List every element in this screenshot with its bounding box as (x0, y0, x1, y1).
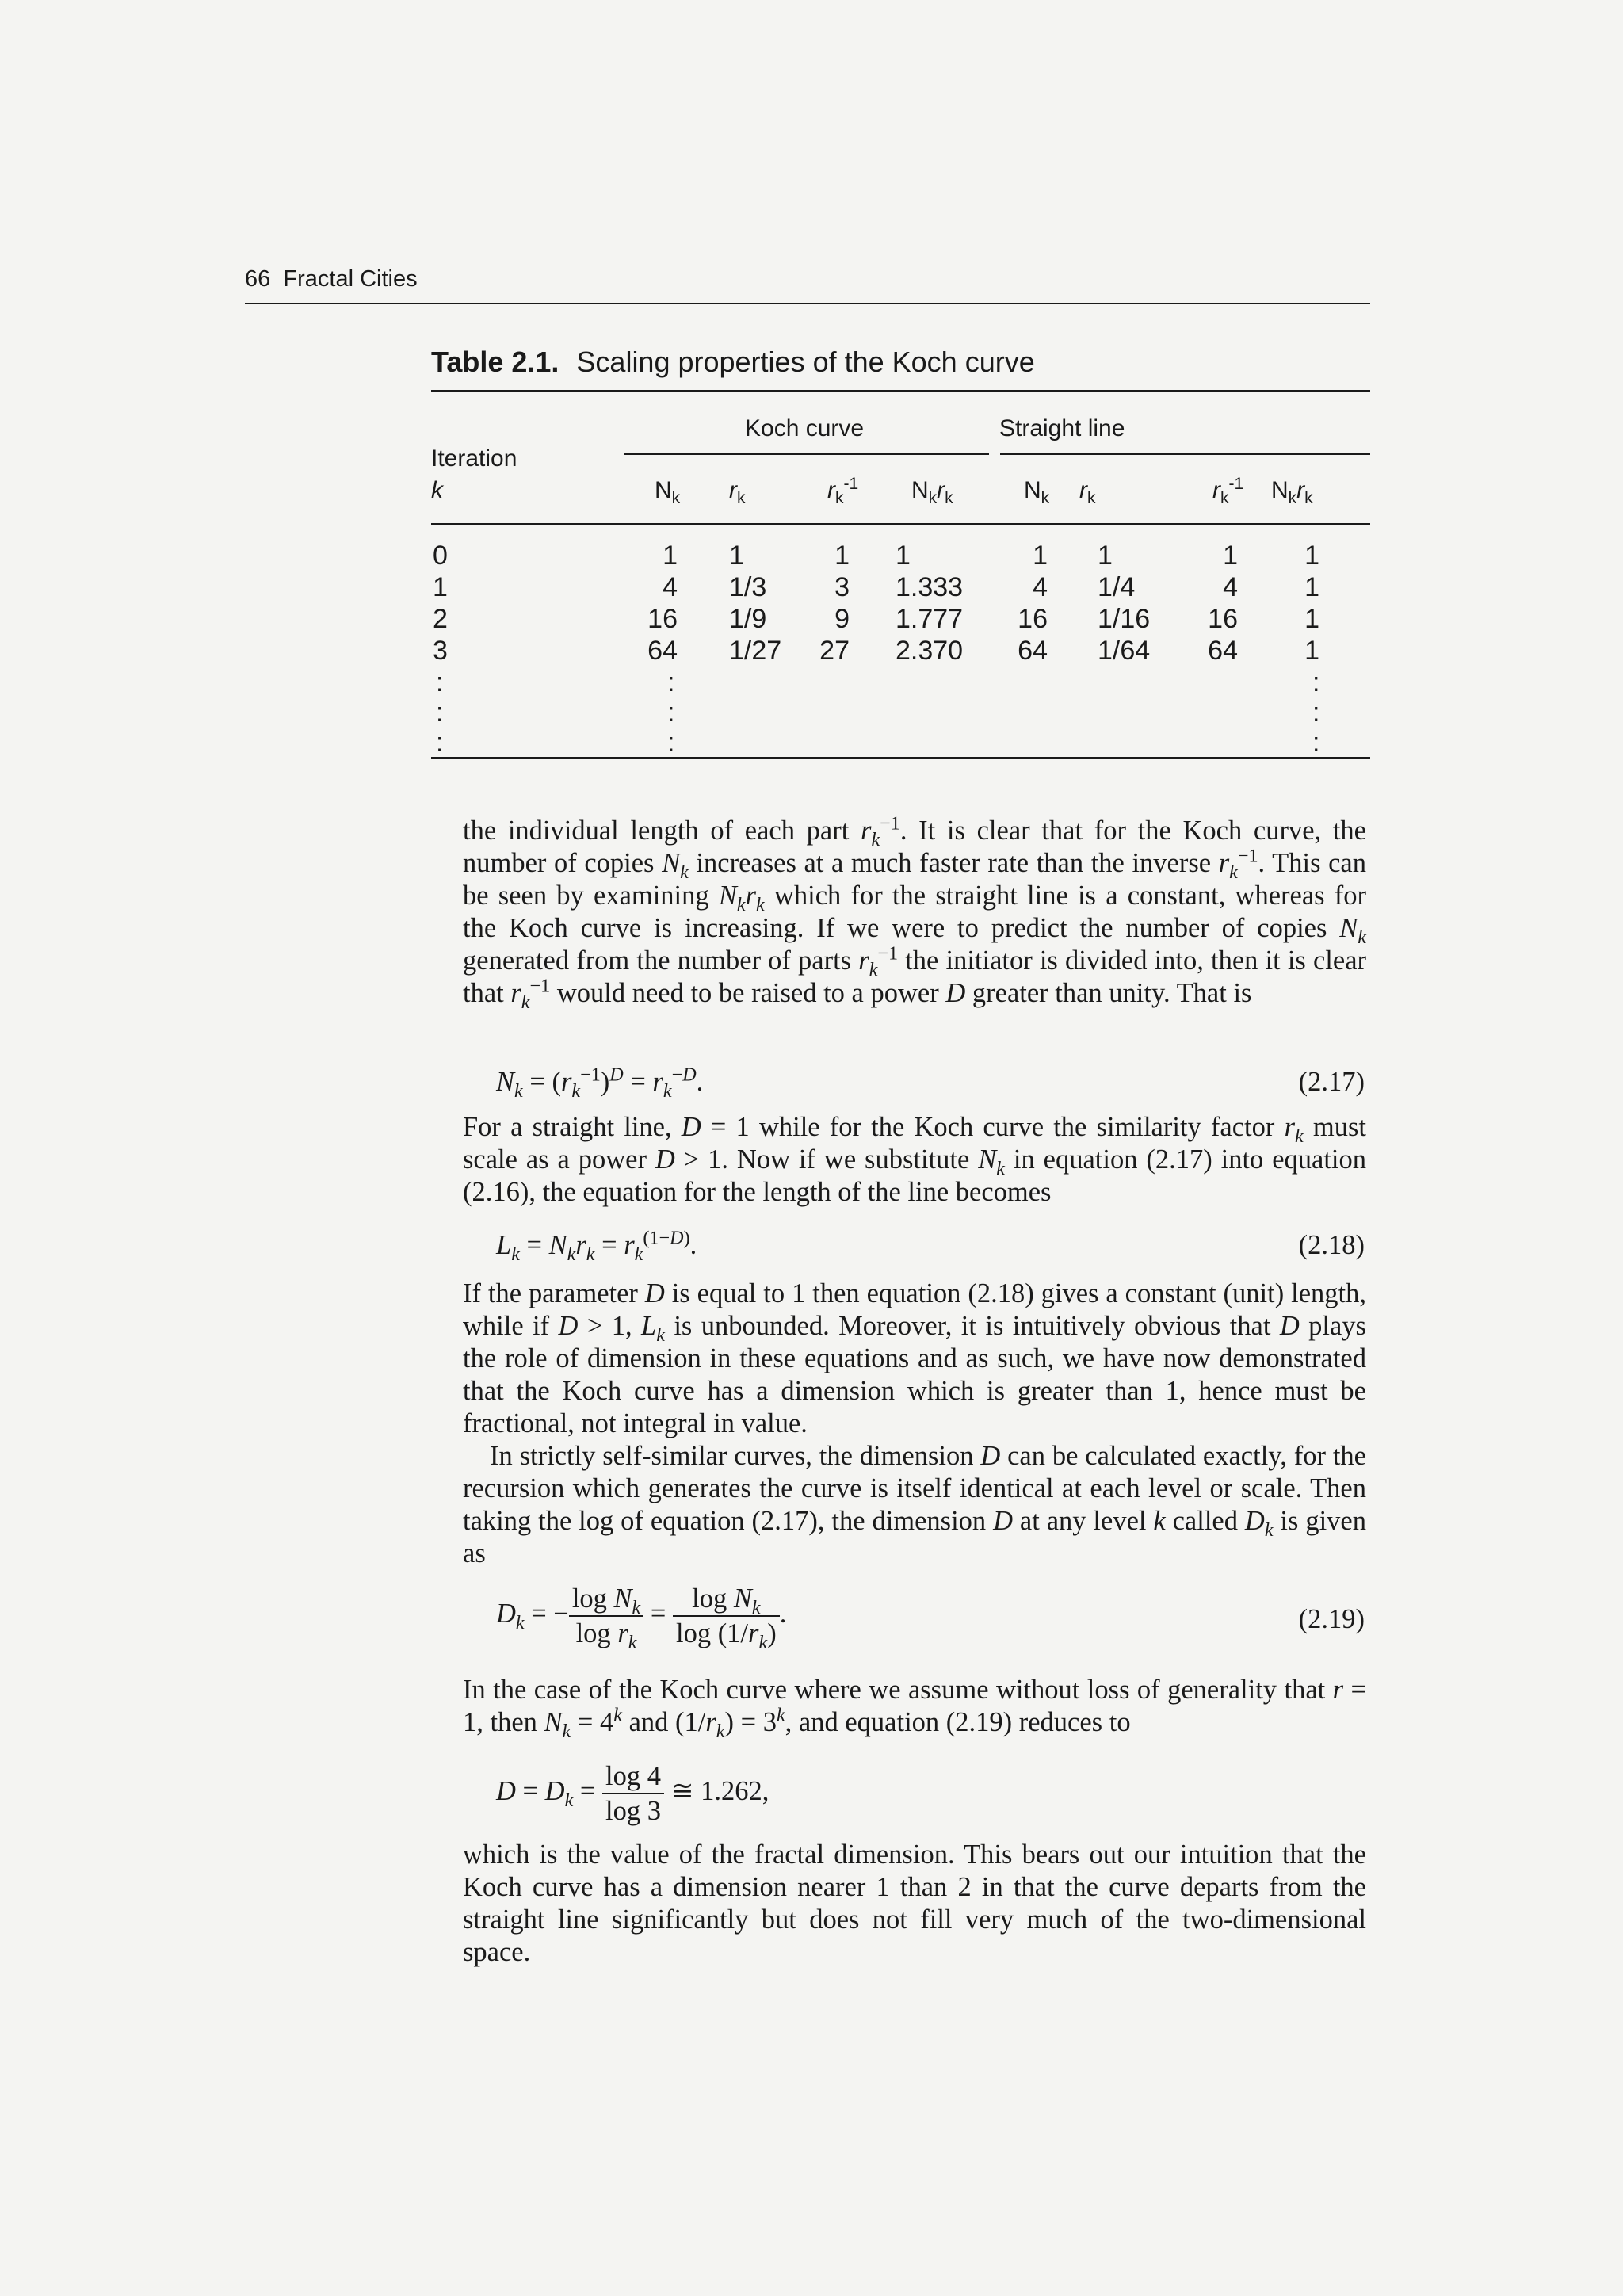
cell-koch-rk: 1/3 (729, 572, 767, 602)
cell-koch-rinv: 27 (819, 636, 850, 666)
ellipsis-mark: : (667, 697, 675, 728)
paragraph-1-text: the individual length of each part $r_k^{-1}$. It is clear that for the Koch curve, the number of copies $N_k$ increases at a much faster rate than the inverse $r_k^{-1}$. This can be seen by examining $N_kr_k$ which for the straight line is a constant, whereas for the Koch curve is increasing. If we were to predict the number of copies $N_k$ generated from the number of parts $r_k^{-1}$ the initiator is divided into, then it is clear that $r_k^{-1}$ would need to be raised to a power D greater than unity. That is (463, 812, 1367, 1013)
cell-line-rk: 1 (1098, 541, 1113, 571)
equation-number: (2.17) (1298, 1067, 1365, 1097)
paragraph-4-text: In strictly self-similar curves, the dimension D can be calculated exactly, for the recursion which generates the curve is itself identical at each level or scale. Then taking the log of equation (2.17), the dimension D at any level k called $D_k$ is given as (463, 1441, 1366, 1568)
equation-number: (2.18) (1298, 1230, 1365, 1260)
cell-k: 1 (433, 572, 448, 602)
cell-line-rinv: 16 (1208, 604, 1238, 634)
cell-koch-nkrk: 2.370 (896, 636, 964, 666)
cell-k: 2 (433, 604, 448, 634)
cell-koch-rinv: 1 (834, 541, 850, 571)
equation-2-18: $L_k = N_kr_k = r_k^{(1-D)}$. (496, 1227, 697, 1265)
paragraph (463, 1674, 1366, 1742)
running-head (245, 266, 418, 292)
paragraph (463, 1111, 1366, 1209)
table-caption-text: Scaling properties of the Koch curve (576, 346, 1035, 378)
col-header-rk: $r_k$ (729, 477, 746, 507)
running-title: Fractal Cities (283, 266, 418, 292)
table-label: Table 2.1. (431, 346, 559, 378)
iteration-header: Iteration (431, 445, 517, 472)
col-header-line-nkrk: $N_kr_k$ (1271, 477, 1313, 507)
cell-koch-nkrk: 1 (896, 541, 911, 571)
equation-dimension: $D = D_k$ = $\frac{\log 4}{\log 3}$ ≅ 1.262, (496, 1761, 769, 1826)
equation-2-17: $N_k = (r_k^{-1})^D = r_k^{-D}$. (496, 1064, 704, 1102)
cell-line-nkrk: 1 (1304, 604, 1319, 634)
cell-koch-nk: 16 (647, 604, 678, 634)
ellipsis-mark: : (1312, 667, 1320, 697)
header-rule (245, 303, 1370, 304)
paragraph-5-text: In the case of the Koch curve where we assume without loss of generality that r = 1, then $N_k = 4^k$ and $(1/r_k) = 3^k$, and equation (2.19) reduces to (463, 1675, 1366, 1742)
straight-group-header: Straight line (999, 415, 1125, 441)
koch-group-rule (624, 453, 989, 455)
cell-koch-nkrk: 1.777 (896, 604, 964, 634)
cell-koch-rinv: 3 (834, 572, 850, 602)
cell-k: 3 (433, 636, 448, 666)
cell-line-rinv: 4 (1223, 572, 1238, 602)
col-header-line-nk: $N_k$ (1024, 477, 1050, 507)
paragraph-6-text: which is the value of the fractal dimension. This bears out our intuition that the Koch curve has a dimension nearer 1 than 2 in that the curve departs from the straight line significantly but does not fill very much of the two-dimensional space. (463, 1839, 1366, 1967)
ellipsis-mark: : (1312, 697, 1320, 728)
cell-line-nk: 1 (1033, 541, 1048, 571)
col-header-nk: $N_k$ (655, 477, 681, 507)
ellipsis-mark: : (667, 728, 675, 758)
paragraph (463, 1278, 1366, 1440)
cell-line-nkrk: 1 (1304, 572, 1319, 602)
cell-koch-nk: 1 (663, 541, 678, 571)
col-header-rinv: $r_k^{-1}$ (827, 475, 859, 507)
cell-koch-rinv: 9 (834, 604, 850, 634)
paragraph-2-text: For a straight line, D = 1 while for the Koch curve the similarity factor $r_k$ must scale as a power D > 1. Now if we substitute $N_k$ in equation (2.17) into equation (2.16), the equation for the length of the line becomes (463, 1112, 1367, 1207)
cell-koch-rk: 1 (729, 541, 744, 571)
col-header-line-rk: $r_k$ (1079, 477, 1096, 507)
cell-line-nk: 4 (1033, 572, 1048, 602)
paragraph (463, 1839, 1366, 1969)
ellipsis-mark: : (1312, 728, 1320, 758)
cell-line-rk: 1/4 (1098, 572, 1136, 602)
col-header-nkrk: $N_kr_k$ (911, 477, 953, 507)
cell-line-rk: 1/64 (1098, 636, 1151, 666)
cell-line-nk: 16 (1018, 604, 1048, 634)
table-bottom-rule (431, 757, 1370, 759)
paragraph (463, 1440, 1366, 1570)
ellipsis-mark: : (436, 728, 444, 758)
cell-line-rk: 1/16 (1098, 604, 1151, 634)
table-caption (431, 346, 1035, 379)
ellipsis-mark: : (436, 697, 444, 728)
cell-koch-nk: 4 (663, 572, 678, 602)
iteration-symbol: k (431, 477, 443, 503)
table-top-rule (431, 390, 1370, 392)
cell-line-nk: 64 (1018, 636, 1048, 666)
cell-koch-nk: 64 (647, 636, 678, 666)
cell-koch-rk: 1/9 (729, 604, 767, 634)
paragraph-3-text: If the parameter D is equal to 1 then equation (2.18) gives a constant (unit) length, while if D > 1, $L_k$ is unbounded. Moreover, it is intuitively obvious that D plays the role of dimension in these equations and as such, we have now demonstrated that the Koch curve has a dimension which is greater than 1, hence must be fractional, not integral in value. (463, 1278, 1366, 1438)
ellipsis-mark: : (667, 667, 675, 697)
page-number: 66 (245, 266, 271, 292)
equation-number: (2.19) (1298, 1604, 1365, 1634)
koch-group-header: Koch curve (745, 415, 865, 441)
cell-k: 0 (433, 541, 448, 571)
cell-koch-rk: 1/27 (729, 636, 782, 666)
cell-line-nkrk: 1 (1304, 541, 1319, 571)
straight-group-rule (1000, 453, 1370, 455)
col-header-line-rinv: $r_k^{-1}$ (1212, 475, 1244, 507)
cell-line-nkrk: 1 (1304, 636, 1319, 666)
ellipsis-mark: : (436, 667, 444, 697)
paragraph (463, 812, 1367, 1013)
cell-line-rinv: 64 (1208, 636, 1238, 666)
equation-2-19: $D_k$ = − $\frac{\log N_k}{\log r_k}$ = $\frac{\log N_k}{\log (1/r_k)}$ . (496, 1584, 787, 1653)
dimension-value: 1.262, (701, 1775, 769, 1806)
cell-koch-nkrk: 1.333 (896, 572, 964, 602)
cell-line-rinv: 1 (1223, 541, 1238, 571)
table-header-rule (431, 523, 1370, 525)
